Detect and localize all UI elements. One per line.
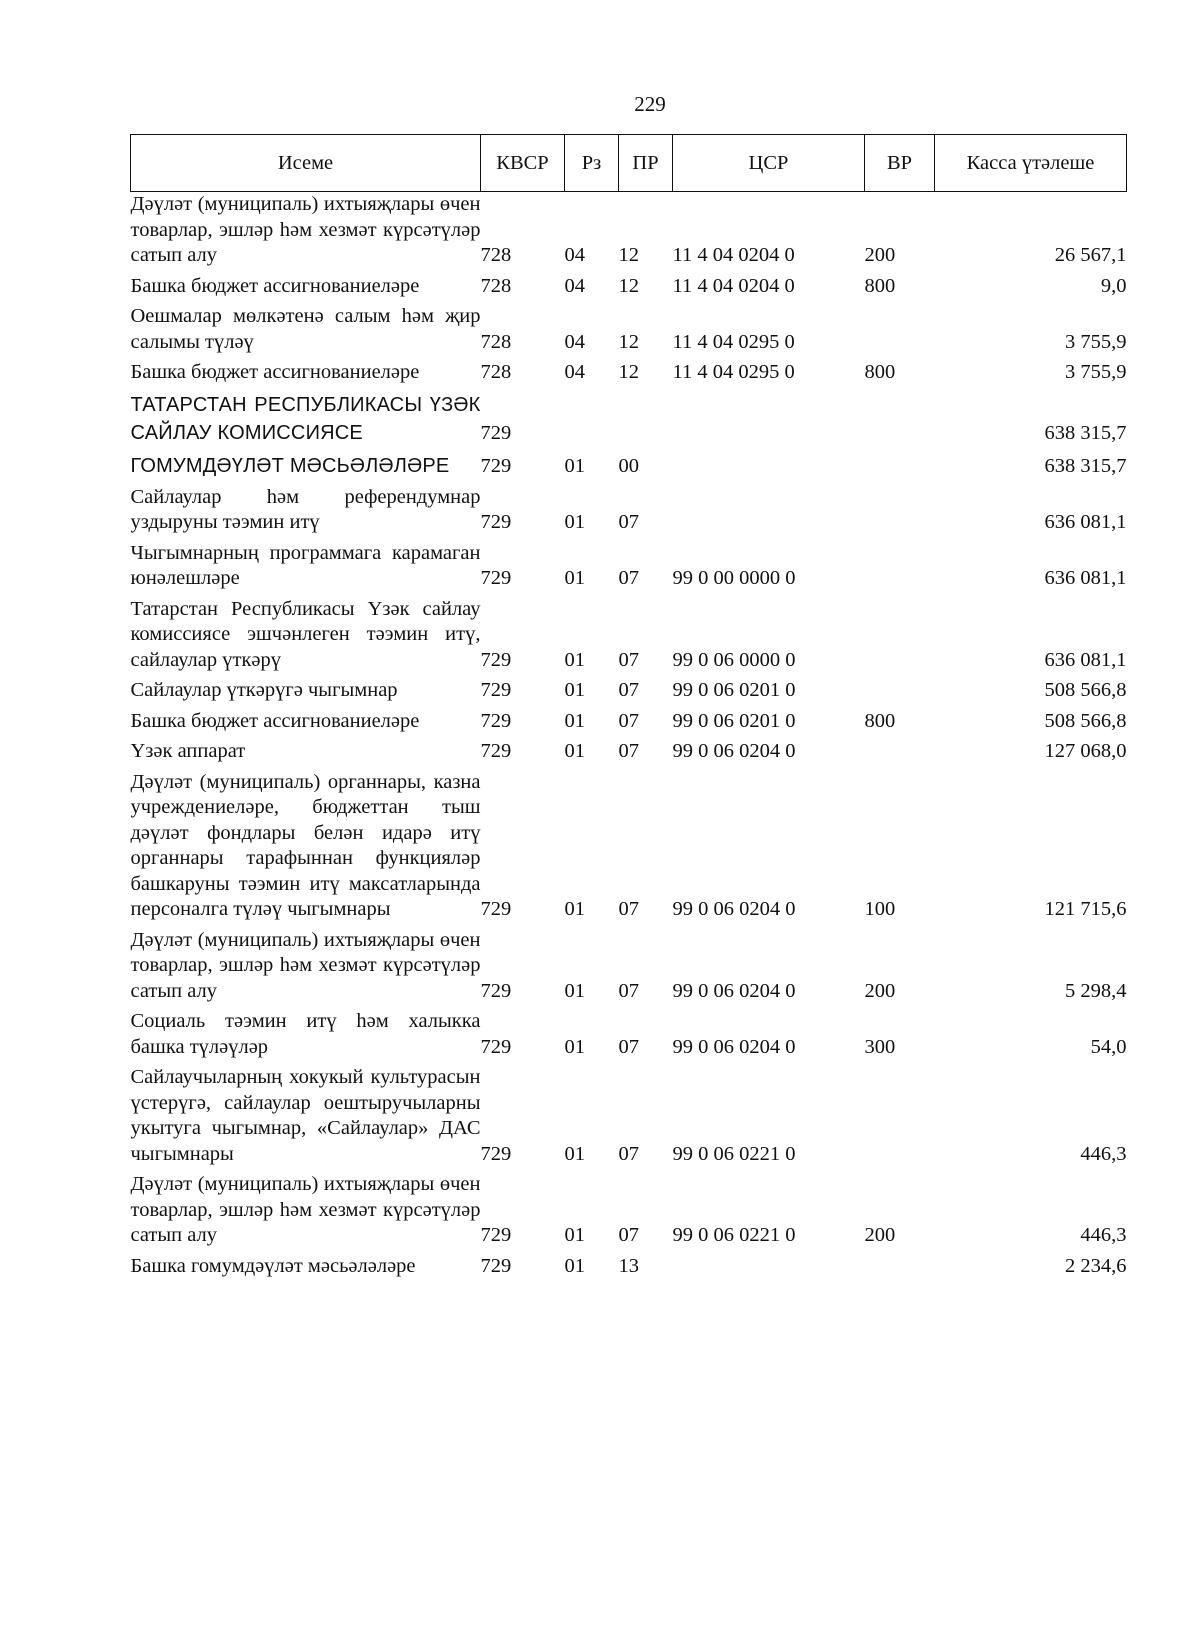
cell-pr: 12 <box>618 244 639 266</box>
header-name: Исеме <box>131 135 481 192</box>
cell-sum: 508 566,8 <box>1044 709 1127 732</box>
cell-sum: 636 081,1 <box>1044 648 1127 671</box>
cell-pr: 07 <box>618 979 639 1002</box>
cell-vr <box>865 304 935 360</box>
cell-csr <box>673 391 865 452</box>
cell-csr: 11 4 04 0204 0 <box>672 274 795 297</box>
header-rz: Рз <box>565 135 619 192</box>
cell-name: Татарстан Республикасы Үзәк сайлау комиссиясе эшчәнлеген тәэмин итү, сайлаулар үткәрү <box>130 597 481 671</box>
cell-kvsr: 728 <box>480 361 512 383</box>
cell-rz: 04 <box>564 361 585 383</box>
cell-csr <box>673 485 865 541</box>
cell-name: Сайлаучыларның хокукый культурасын үстерүгә, сайлаулар оештыручыларны укытуга чыгымнар, «Сайлаулар» ДАС чыгымнары <box>130 1066 481 1165</box>
cell-name: Дәүләт (муниципаль) ихтыяҗлары өчен товарлар, эшләр һәм хезмәт күрсәтүләр сатып алу <box>130 193 481 266</box>
cell-csr: 99 0 06 0204 0 <box>672 1035 796 1058</box>
header-vr: ВР <box>865 135 935 192</box>
table-row <box>131 597 1127 679</box>
cell-pr: 07 <box>618 1035 639 1058</box>
table-row <box>131 485 1127 541</box>
cell-csr: 11 4 04 0295 0 <box>672 361 795 383</box>
cell-kvsr: 729 <box>480 740 512 762</box>
cell-vr <box>865 1254 935 1285</box>
cell-name: ГОМУМДӘҮЛӘТ МӘСЬӘЛӘЛӘРЕ <box>130 454 450 477</box>
table-row <box>131 304 1127 360</box>
cell-name: Социаль тәэмин итү һәм халыкка башка түләүләр <box>130 1010 481 1058</box>
cell-sum: 638 315,7 <box>1044 422 1127 444</box>
cell-pr: 07 <box>618 898 639 920</box>
cell-name: Сайлаулар һәм референдумнар уздыруны тәэмин итү <box>130 485 481 533</box>
cell-rz: 01 <box>564 1035 585 1058</box>
cell-pr: 12 <box>618 274 639 297</box>
cell-name: Башка бюджет ассигнованиеләре <box>130 709 420 732</box>
cell-vr: 200 <box>864 1224 896 1246</box>
cell-kvsr: 729 <box>480 567 512 589</box>
cell-name: Чыгымнарның программага карамаган юнәлешләре <box>130 541 481 589</box>
cell-rz: 04 <box>564 274 585 297</box>
cell-sum: 54,0 <box>1090 1035 1127 1058</box>
cell-name: Башка бюджет ассигнованиеләре <box>130 274 420 297</box>
cell-name: Дәүләт (муниципаль) ихтыяҗлары өчен товарлар, эшләр һәм хезмәт күрсәтүләр сатып алу <box>130 928 481 1002</box>
cell-sum: 3 755,9 <box>1065 330 1127 353</box>
cell-csr: 99 0 06 0201 0 <box>672 679 796 701</box>
cell-kvsr: 729 <box>480 1254 512 1277</box>
cell-kvsr: 729 <box>480 648 512 671</box>
cell-sum: 26 567,1 <box>1054 244 1127 266</box>
cell-pr: 12 <box>618 330 639 353</box>
table-row <box>131 928 1127 1010</box>
header-pr: ПР <box>619 135 673 192</box>
cell-kvsr: 729 <box>480 511 512 533</box>
table-row <box>131 391 1127 452</box>
cell-csr <box>673 1254 865 1285</box>
cell-name: Башка гомумдәүләт мәсьәләләре <box>130 1254 416 1277</box>
cell-pr: 12 <box>618 361 639 383</box>
cell-pr: 07 <box>618 511 639 533</box>
header-kvsr: КВСР <box>481 135 565 192</box>
cell-vr <box>865 541 935 597</box>
cell-csr: 99 0 06 0221 0 <box>672 1142 796 1165</box>
cell-rz: 01 <box>564 740 585 762</box>
cell-vr: 800 <box>864 709 896 732</box>
cell-name: ТАТАРСТАН РЕСПУБЛИКАСЫ ҮЗӘК САЙЛАУ КОМИССИЯСЕ <box>130 393 481 444</box>
cell-pr: 00 <box>618 455 639 477</box>
cell-csr: 99 0 06 0000 0 <box>672 648 796 671</box>
cell-rz: 04 <box>564 330 585 353</box>
cell-kvsr: 729 <box>480 898 512 920</box>
cell-vr <box>865 452 935 485</box>
table-row <box>131 739 1127 770</box>
cell-kvsr: 729 <box>480 455 512 477</box>
cell-vr: 800 <box>864 274 896 297</box>
cell-rz <box>565 391 619 452</box>
cell-csr: 99 0 00 0000 0 <box>672 567 796 589</box>
page-number: 229 <box>634 92 666 116</box>
cell-vr: 100 <box>864 898 896 920</box>
cell-name: Дәүләт (муниципаль) ихтыяҗлары өчен товарлар, эшләр һәм хезмәт күрсәтүләр сатып алу <box>130 1173 481 1246</box>
cell-sum: 446,3 <box>1080 1142 1127 1165</box>
cell-name: Сайлаулар үткәрүгә чыгымнар <box>130 679 398 701</box>
table-row <box>131 1065 1127 1172</box>
table-body <box>131 192 1127 1285</box>
cell-rz: 01 <box>564 567 585 589</box>
cell-csr <box>673 452 865 485</box>
cell-vr <box>865 597 935 679</box>
table-header <box>131 135 1127 192</box>
cell-rz: 01 <box>564 709 585 732</box>
cell-csr: 99 0 06 0221 0 <box>672 1224 796 1246</box>
cell-sum: 121 715,6 <box>1044 898 1127 920</box>
cell-vr: 300 <box>864 1035 896 1058</box>
cell-rz: 01 <box>564 1224 585 1246</box>
table-row <box>131 1009 1127 1065</box>
table-row <box>131 541 1127 597</box>
cell-sum: 636 081,1 <box>1044 567 1127 589</box>
cell-sum: 2 234,6 <box>1065 1254 1127 1277</box>
cell-kvsr: 729 <box>480 679 512 701</box>
cell-kvsr: 729 <box>480 709 512 732</box>
table-row <box>131 709 1127 740</box>
table-row <box>131 360 1127 391</box>
cell-kvsr: 729 <box>480 979 512 1002</box>
cell-rz: 04 <box>564 244 585 266</box>
cell-sum: 446,3 <box>1080 1224 1127 1246</box>
cell-rz: 01 <box>564 648 585 671</box>
cell-rz: 01 <box>564 898 585 920</box>
cell-pr: 07 <box>618 1142 639 1165</box>
cell-pr: 13 <box>618 1254 639 1277</box>
cell-rz: 01 <box>564 455 585 477</box>
table-row <box>131 452 1127 485</box>
table-row <box>131 1254 1127 1285</box>
cell-csr: 11 4 04 0204 0 <box>672 244 795 266</box>
cell-rz: 01 <box>564 679 585 701</box>
cell-rz: 01 <box>564 1142 585 1165</box>
cell-sum: 5 298,4 <box>1065 979 1127 1002</box>
cell-vr <box>865 678 935 709</box>
cell-name: Дәүләт (муниципаль) органнары, казна учреждениеләре, бюджеттан тыш дәүләт фондлары белән идарә итү органнары тарафыннан функцияләр башкаруны тәэмин итү максатларында персоналга түләү чыгымнары <box>130 770 481 920</box>
cell-name: Оешмалар мөлкәтенә салым һәм җир салымы түләү <box>130 305 481 353</box>
cell-vr: 200 <box>864 979 896 1002</box>
cell-csr: 99 0 06 0201 0 <box>672 709 796 732</box>
table-row <box>131 274 1127 305</box>
cell-kvsr: 729 <box>480 1035 512 1058</box>
cell-kvsr: 729 <box>480 1224 512 1246</box>
cell-pr: 07 <box>618 648 639 671</box>
cell-name: Башка бюджет ассигнованиеләре <box>130 361 420 383</box>
cell-csr: 99 0 06 0204 0 <box>672 898 796 920</box>
cell-sum: 636 081,1 <box>1044 511 1127 533</box>
cell-pr <box>619 391 673 452</box>
cell-kvsr: 728 <box>480 274 512 297</box>
table-row <box>131 678 1127 709</box>
cell-csr: 11 4 04 0295 0 <box>672 330 795 353</box>
cell-kvsr: 729 <box>480 422 512 444</box>
cell-vr <box>865 485 935 541</box>
budget-table <box>130 134 1127 1284</box>
cell-name: Үзәк аппарат <box>130 740 246 762</box>
table-row <box>131 192 1127 274</box>
cell-rz: 01 <box>564 511 585 533</box>
cell-pr: 07 <box>618 1224 639 1246</box>
header-sum: Касса үтәлеше <box>935 135 1127 192</box>
cell-sum: 3 755,9 <box>1065 361 1127 383</box>
cell-pr: 07 <box>618 709 639 732</box>
cell-rz: 01 <box>564 1254 585 1277</box>
header-csr: ЦСР <box>673 135 865 192</box>
cell-sum: 508 566,8 <box>1044 679 1127 701</box>
cell-vr: 200 <box>864 244 896 266</box>
cell-vr <box>865 391 935 452</box>
cell-vr: 800 <box>864 361 896 383</box>
cell-pr: 07 <box>618 679 639 701</box>
cell-csr: 99 0 06 0204 0 <box>672 740 796 762</box>
cell-csr: 99 0 06 0204 0 <box>672 979 796 1002</box>
table-row <box>131 770 1127 928</box>
cell-pr: 07 <box>618 740 639 762</box>
cell-vr <box>865 739 935 770</box>
cell-kvsr: 728 <box>480 330 512 353</box>
table-row <box>131 1172 1127 1254</box>
cell-pr: 07 <box>618 567 639 589</box>
cell-rz: 01 <box>564 979 585 1002</box>
cell-vr <box>865 1065 935 1172</box>
cell-sum: 127 068,0 <box>1044 740 1127 762</box>
cell-kvsr: 729 <box>480 1142 512 1165</box>
cell-kvsr: 728 <box>480 244 512 266</box>
cell-sum: 638 315,7 <box>1044 455 1127 477</box>
cell-sum: 9,0 <box>1100 274 1127 297</box>
